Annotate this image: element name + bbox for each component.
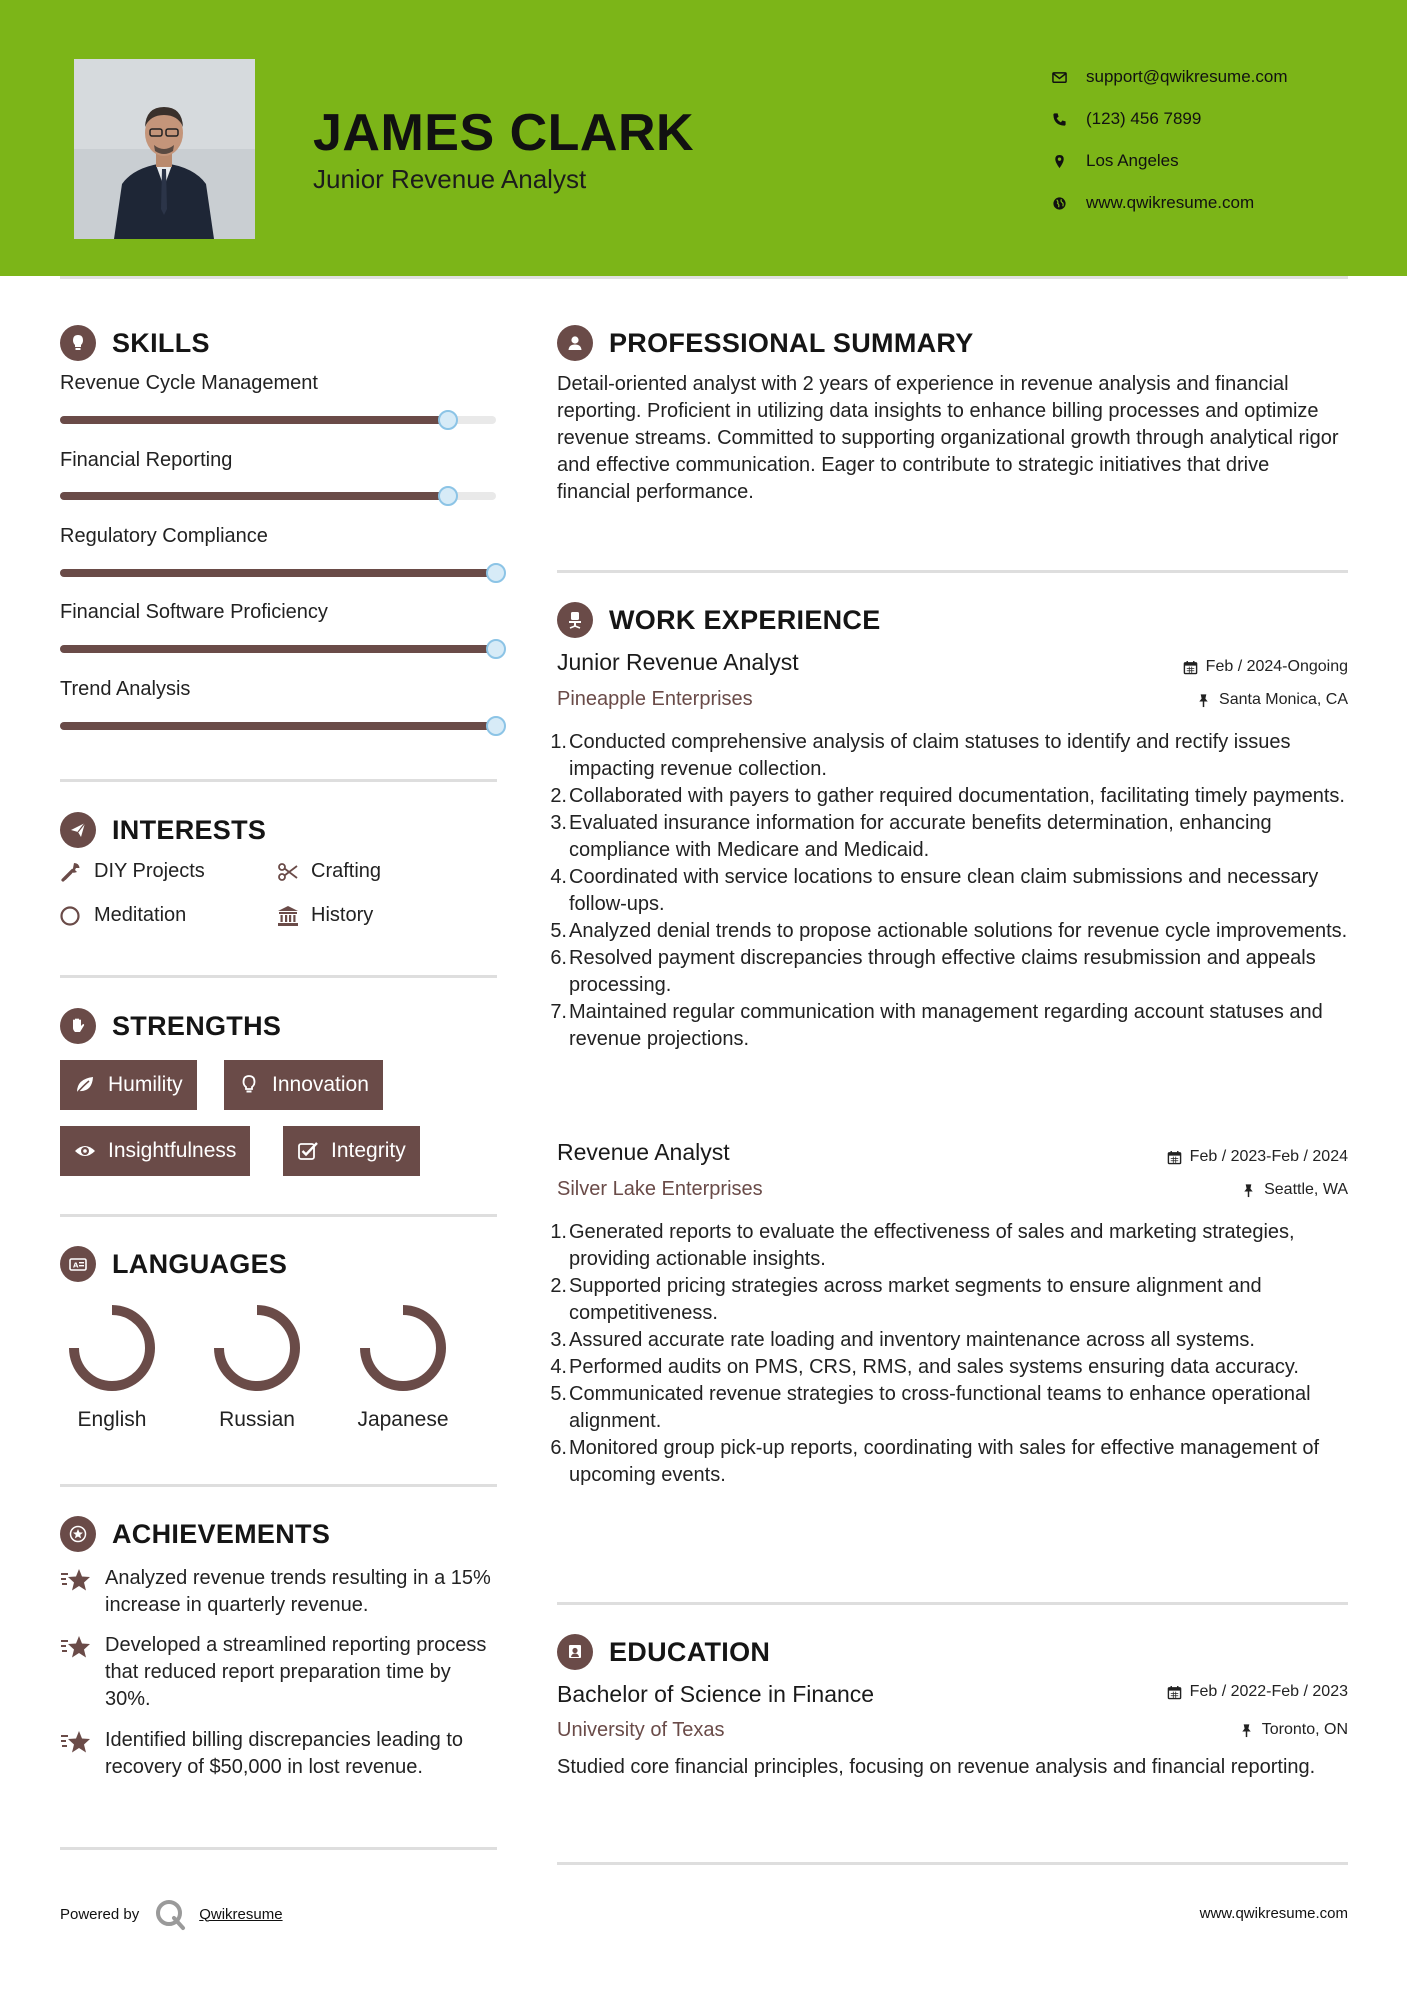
bullet-number: 7.	[550, 1001, 567, 1023]
interests-heading-text: INTERESTS	[112, 814, 267, 845]
bullet-number: 2.	[550, 785, 567, 807]
bullet-number: 1.	[550, 731, 567, 753]
summary-text: Detail-oriented analyst with 2 years of experience in revenue analysis and financial reporting. Proficient in utilizing data insights to enhance billing processes and optimize revenue streams. Committed to supporting organizational growth through analytical rigor and effective communication. Eager to contribute to strategic initiatives that drive financial performance.	[557, 373, 1339, 503]
achievements-heading	[60, 1516, 330, 1552]
job-location-text: Seattle, WA	[1264, 1181, 1348, 1198]
skill-bar-fill	[60, 492, 448, 500]
bullet-text: Supported pricing strategies across market segments to ensure alignment and competitiveness.	[569, 1275, 1262, 1324]
skill-name: Financial Software Proficiency	[60, 601, 328, 623]
skill-bar-fill	[60, 722, 496, 730]
job-location-text: Santa Monica, CA	[1219, 691, 1348, 708]
education-dates-text: Feb / 2022-Feb / 2023	[1189, 1683, 1348, 1700]
skill-name: Regulatory Compliance	[60, 525, 268, 547]
strength-label: Humility	[108, 1073, 183, 1096]
lightbulb-icon	[60, 325, 96, 361]
strengths-heading	[60, 1008, 281, 1044]
strength-tag	[224, 1060, 383, 1110]
bullet-text: Coordinated with service locations to ensure clean claim submissions and necessary follow-ups.	[569, 866, 1319, 915]
skill-bar[interactable]	[60, 416, 496, 424]
interests-heading	[60, 812, 266, 848]
job-dates-text: Feb / 2024-Ongoing	[1205, 658, 1348, 675]
section-divider	[60, 975, 497, 978]
qwikresume-link[interactable]: Qwikresume	[199, 1905, 283, 1923]
job-location	[1241, 1181, 1348, 1199]
job-title: Junior Revenue Analyst	[557, 649, 799, 675]
envelope-icon	[1052, 67, 1086, 87]
skill-name: Trend Analysis	[60, 678, 191, 700]
star-icon	[60, 1565, 105, 1619]
job-bullet	[550, 1381, 1357, 1435]
check-square-icon	[297, 1140, 319, 1162]
job-bullet	[550, 1327, 1357, 1354]
circle-icon	[60, 905, 94, 927]
header-divider	[60, 276, 1348, 279]
scissors-icon	[277, 861, 311, 883]
interest-label: Meditation	[94, 904, 187, 926]
bullet-text: Performed audits on PMS, CRS, RMS, and sales systems ensuring data accuracy.	[569, 1356, 1299, 1378]
globe-icon	[1052, 193, 1086, 213]
strengths-heading-text: STRENGTHS	[112, 1010, 282, 1041]
bullet-text: Assured accurate rate loading and inventory maintenance across all systems.	[569, 1329, 1255, 1351]
skill-bar-fill	[60, 645, 496, 653]
interest-item	[277, 904, 373, 927]
job-bullets	[550, 729, 1357, 1053]
contact-list	[1052, 56, 1288, 224]
calendar-icon	[1167, 1685, 1182, 1700]
job-bullet	[550, 918, 1357, 945]
language-ring	[355, 1300, 451, 1396]
skill-bar[interactable]	[60, 722, 496, 730]
bullet-number: 6.	[550, 947, 567, 969]
job-bullet	[550, 1435, 1357, 1489]
interest-item	[277, 860, 381, 883]
phone-icon	[1052, 109, 1086, 129]
bullet-text: Generated reports to evaluate the effectiveness of sales and marketing strategies, providing actionable insights.	[569, 1221, 1295, 1270]
powered-by-label: Powered by	[60, 1905, 140, 1923]
eye-icon	[74, 1140, 96, 1162]
bullet-text: Monitored group pick-up reports, coordinating with sales for effective management of upcoming events.	[569, 1437, 1320, 1486]
achievements-heading-text: ACHIEVEMENTS	[112, 1518, 331, 1549]
contact-website-text: www.qwikresume.com	[1086, 193, 1255, 212]
job-location	[1196, 691, 1348, 709]
job-bullet	[550, 810, 1357, 864]
achievement-text: Developed a streamlined reporting process that reduced report preparation time by 30%.	[105, 1634, 487, 1710]
bullet-text: Resolved payment discrepancies through effective claims resubmission and appeals processing.	[569, 947, 1316, 996]
job-bullet	[550, 864, 1357, 918]
job-dates	[1183, 658, 1348, 676]
profile-photo	[74, 59, 255, 239]
calendar-icon	[1167, 1150, 1182, 1165]
museum-icon	[277, 905, 311, 927]
hand-icon	[60, 1008, 96, 1044]
skills-heading-text: SKILLS	[112, 327, 210, 358]
job-bullet	[550, 1354, 1357, 1381]
strength-label: Insightfulness	[108, 1139, 237, 1162]
bullet-number: 1.	[550, 1221, 567, 1243]
section-divider	[557, 1602, 1348, 1605]
skill-bar[interactable]	[60, 569, 496, 577]
education-dates	[1167, 1683, 1348, 1701]
bullet-number: 4.	[550, 1356, 567, 1378]
candidate-name: JAMES CLARK	[313, 104, 695, 162]
education-degree: Bachelor of Science in Finance	[557, 1681, 875, 1707]
job-bullets	[550, 1219, 1357, 1489]
wrench-icon	[60, 861, 94, 883]
achievement-item	[60, 1632, 500, 1713]
pushpin-icon	[1239, 1723, 1254, 1738]
education-description: Studied core financial principles, focusing on revenue analysis and financial reporting.	[557, 1756, 1316, 1778]
skill-name: Financial Reporting	[60, 449, 233, 471]
skill-bar-handle[interactable]	[486, 716, 506, 736]
contact-location	[1052, 140, 1288, 182]
skill-bar-fill	[60, 416, 448, 424]
leaf-icon	[74, 1074, 96, 1096]
job-company: Pineapple Enterprises	[557, 688, 753, 710]
contact-phone-text: (123) 456 7899	[1086, 109, 1202, 128]
paper-plane-icon	[60, 812, 96, 848]
contact-website[interactable]	[1052, 182, 1288, 224]
strength-label: Integrity	[331, 1139, 406, 1162]
interest-label: History	[311, 904, 374, 926]
bullet-number: 6.	[550, 1437, 567, 1459]
bullet-number: 5.	[550, 920, 567, 942]
office-chair-icon	[557, 602, 593, 638]
education-heading	[557, 1634, 770, 1670]
job-bullet	[550, 1219, 1357, 1273]
achievement-text: Analyzed revenue trends resulting in a 15% increase in quarterly revenue.	[105, 1567, 491, 1616]
skill-bar-handle[interactable]	[486, 639, 506, 659]
section-divider	[60, 779, 497, 782]
graduate-icon	[557, 1634, 593, 1670]
interest-item	[60, 904, 186, 927]
bullet-text: Maintained regular communication with management regarding account statuses and revenue projections.	[569, 1001, 1323, 1050]
bullet-number: 5.	[550, 1383, 567, 1405]
skill-bar-handle[interactable]	[438, 486, 458, 506]
skill-bar-fill	[60, 569, 496, 577]
experience-heading-text: WORK EXPERIENCE	[609, 604, 881, 635]
strength-tag	[60, 1126, 250, 1176]
bullet-number: 2.	[550, 1275, 567, 1297]
contact-phone[interactable]	[1052, 98, 1288, 140]
star-badge-icon	[60, 1516, 96, 1552]
job-bullet	[550, 945, 1357, 999]
skill-bar[interactable]	[60, 645, 496, 653]
star-icon	[60, 1727, 105, 1781]
skill-bar[interactable]	[60, 492, 496, 500]
section-divider	[557, 570, 1348, 573]
language-ring	[64, 1300, 160, 1396]
language-item	[62, 1300, 162, 1432]
skill-bar-handle[interactable]	[438, 410, 458, 430]
footer-website[interactable]: www.qwikresume.com	[1199, 1905, 1348, 1922]
lightbulb-icon	[238, 1074, 260, 1096]
language-name: English	[77, 1408, 147, 1431]
pushpin-icon	[1241, 1183, 1256, 1198]
education-heading-text: EDUCATION	[609, 1636, 771, 1667]
skill-bar-handle[interactable]	[486, 563, 506, 583]
interest-label: DIY Projects	[94, 860, 205, 882]
education-school: University of Texas	[557, 1719, 725, 1741]
pushpin-icon	[1196, 693, 1211, 708]
languages-heading-text: LANGUAGES	[112, 1248, 288, 1279]
language-item	[353, 1300, 453, 1432]
summary-heading-text: PROFESSIONAL SUMMARY	[609, 327, 974, 358]
user-icon	[557, 325, 593, 361]
qwikresume-logo-icon	[153, 1897, 187, 1931]
bullet-text: Collaborated with payers to gather required documentation, facilitating timely payments.	[569, 785, 1345, 807]
language-name: Russian	[219, 1408, 295, 1431]
job-bullet	[550, 1273, 1357, 1327]
strength-tag	[283, 1126, 420, 1176]
bullet-number: 3.	[550, 1329, 567, 1351]
bullet-number: 4.	[550, 866, 567, 888]
bullet-text: Communicated revenue strategies to cross-functional teams to enhance operational alignment.	[569, 1383, 1311, 1432]
section-divider	[60, 1214, 497, 1217]
svg-text:A: A	[73, 1261, 79, 1270]
language-item	[207, 1300, 307, 1432]
language-name: Japanese	[357, 1408, 449, 1431]
skill-name: Revenue Cycle Management	[60, 372, 318, 394]
map-pin-icon	[1052, 151, 1086, 171]
bullet-number: 3.	[550, 812, 567, 834]
contact-email[interactable]	[1052, 56, 1288, 98]
contact-location-text: Los Angeles	[1086, 151, 1179, 170]
job-bullet	[550, 783, 1357, 810]
job-bullet	[550, 729, 1357, 783]
candidate-title: Junior Revenue Analyst	[313, 164, 587, 194]
interest-label: Crafting	[311, 860, 382, 882]
strength-tag	[60, 1060, 197, 1110]
education-location	[1239, 1721, 1348, 1739]
skills-heading	[60, 325, 210, 361]
bullet-text: Conducted comprehensive analysis of claim statuses to identify and rectify issues impacting revenue collection.	[569, 731, 1291, 780]
bullet-text: Evaluated insurance information for accurate benefits determination, enhancing compliance with Medicare and Medicaid.	[569, 812, 1272, 861]
strength-label: Innovation	[272, 1073, 369, 1096]
achievement-item	[60, 1727, 500, 1781]
job-company: Silver Lake Enterprises	[557, 1178, 763, 1200]
experience-heading	[557, 602, 881, 638]
star-icon	[60, 1632, 105, 1713]
job-dates-text: Feb / 2023-Feb / 2024	[1189, 1148, 1348, 1165]
summary-heading	[557, 325, 974, 361]
section-divider	[60, 1484, 497, 1487]
bullet-text: Analyzed denial trends to propose actionable solutions for revenue cycle improvements.	[569, 920, 1348, 942]
job-title: Revenue Analyst	[557, 1139, 730, 1165]
language-ring	[209, 1300, 305, 1396]
interest-item	[60, 860, 205, 883]
contact-email-text: support@qwikresume.com	[1086, 67, 1288, 86]
section-divider	[60, 1847, 497, 1850]
language-card-icon	[60, 1246, 96, 1282]
section-divider	[557, 1862, 1348, 1865]
education-location-text: Toronto, ON	[1261, 1721, 1348, 1738]
achievement-item	[60, 1565, 500, 1619]
calendar-icon	[1183, 660, 1198, 675]
job-bullet	[550, 999, 1357, 1053]
languages-heading	[60, 1246, 287, 1282]
job-dates	[1167, 1148, 1348, 1166]
footer-powered-by	[60, 1897, 283, 1931]
achievement-text: Identified billing discrepancies leading to recovery of $50,000 in lost revenue.	[105, 1729, 464, 1778]
